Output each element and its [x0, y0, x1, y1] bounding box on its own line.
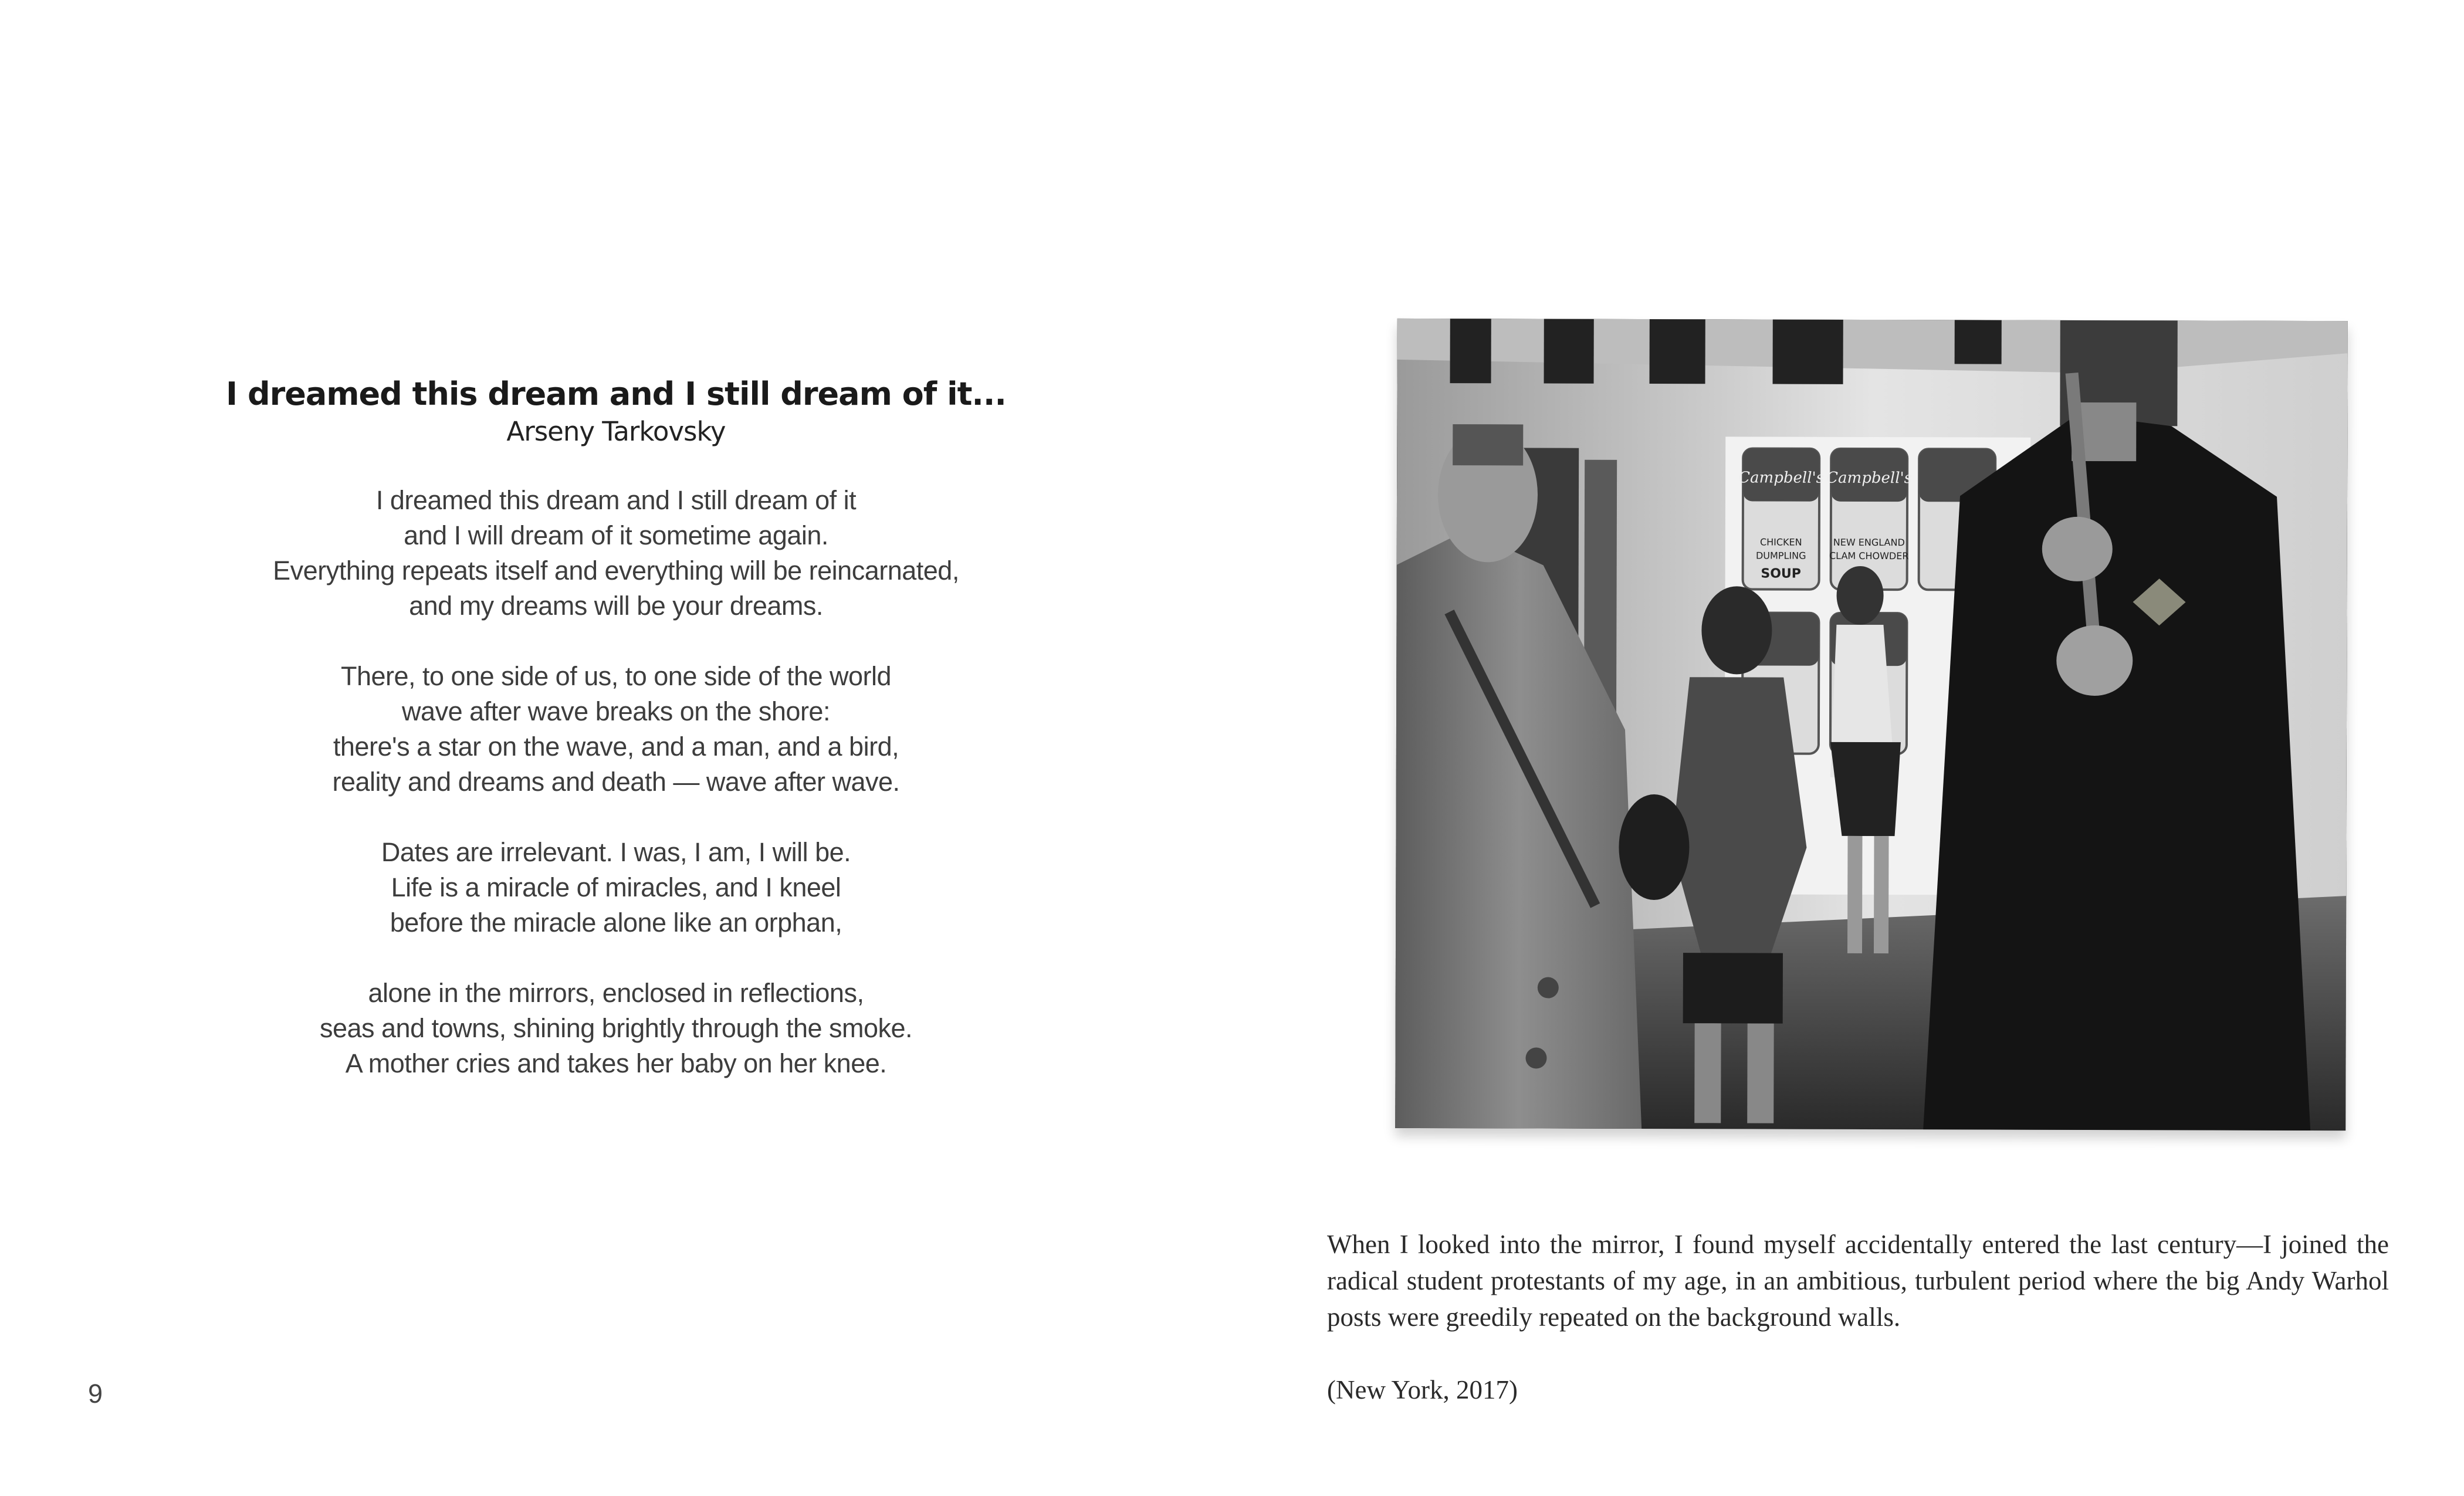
stanza-1: [176, 483, 1056, 624]
poem-line: Everything repeats itself and everything will be reincarnated,: [273, 555, 959, 585]
caption-text: When I looked into the mirror, I found myself accidentally entered the last century—I joined the radical student protestants of my age, in an ambitious, turbulent period where the big Andy Warhol posts were greedily repeated on the background walls.: [1327, 1230, 2389, 1332]
poem-block: [176, 375, 1056, 1081]
poem-line: There, to one side of us, to one side of the world: [340, 661, 892, 691]
poem-line: seas and towns, shining brightly through the smoke.: [319, 1013, 913, 1043]
poem-line: I dreamed this dream and I still dream of it: [375, 485, 857, 515]
photo-illustration: [1395, 319, 2348, 1131]
poem-line: there's a star on the wave, and a man, and a bird,: [333, 731, 899, 761]
svg-text:DUMPLING: DUMPLING: [1755, 550, 1806, 561]
poem-line: alone in the mirrors, enclosed in reflections,: [368, 977, 864, 1008]
svg-text:SOUP: SOUP: [1761, 566, 1801, 581]
poem-line: and my dreams will be your dreams.: [409, 590, 823, 621]
stanza-4: [176, 976, 1056, 1081]
mirror-photo: [1395, 319, 2348, 1131]
svg-text:Campbell's: Campbell's: [1826, 469, 1913, 488]
stanza-2: [176, 659, 1056, 800]
poem-stanzas: [176, 483, 1056, 1081]
poem-title: I dreamed this dream and I still dream of it...: [226, 375, 1006, 412]
poem-line: Dates are irrelevant. I was, I am, I will be.: [381, 837, 851, 867]
svg-text:NEW ENGLAND: NEW ENGLAND: [1833, 536, 1905, 549]
caption-date: (New York, 2017): [1327, 1375, 1518, 1404]
poem-line: reality and dreams and death — wave after wave.: [332, 766, 900, 797]
poem-line: before the miracle alone like an orphan,: [390, 907, 842, 937]
svg-text:Campbell's: Campbell's: [1738, 469, 1825, 487]
photo-caption: [1327, 1226, 2389, 1408]
poem-line: wave after wave breaks on the shore:: [402, 696, 830, 726]
poem-author: Arseny Tarkovsky: [506, 415, 726, 447]
poem-line: and I will dream of it sometime again.: [404, 520, 828, 550]
soup-can-icon: [1738, 448, 1824, 589]
poem-line: Life is a miracle of miracles, and I kneel: [391, 872, 841, 902]
poem-line: A mother cries and takes her baby on her knee.: [345, 1048, 887, 1078]
page-number: 9: [88, 1379, 103, 1409]
svg-text:CLAM CHOWDER: CLAM CHOWDER: [1829, 550, 1909, 562]
svg-text:CHICKEN: CHICKEN: [1759, 536, 1802, 548]
stanza-3: [176, 835, 1056, 940]
